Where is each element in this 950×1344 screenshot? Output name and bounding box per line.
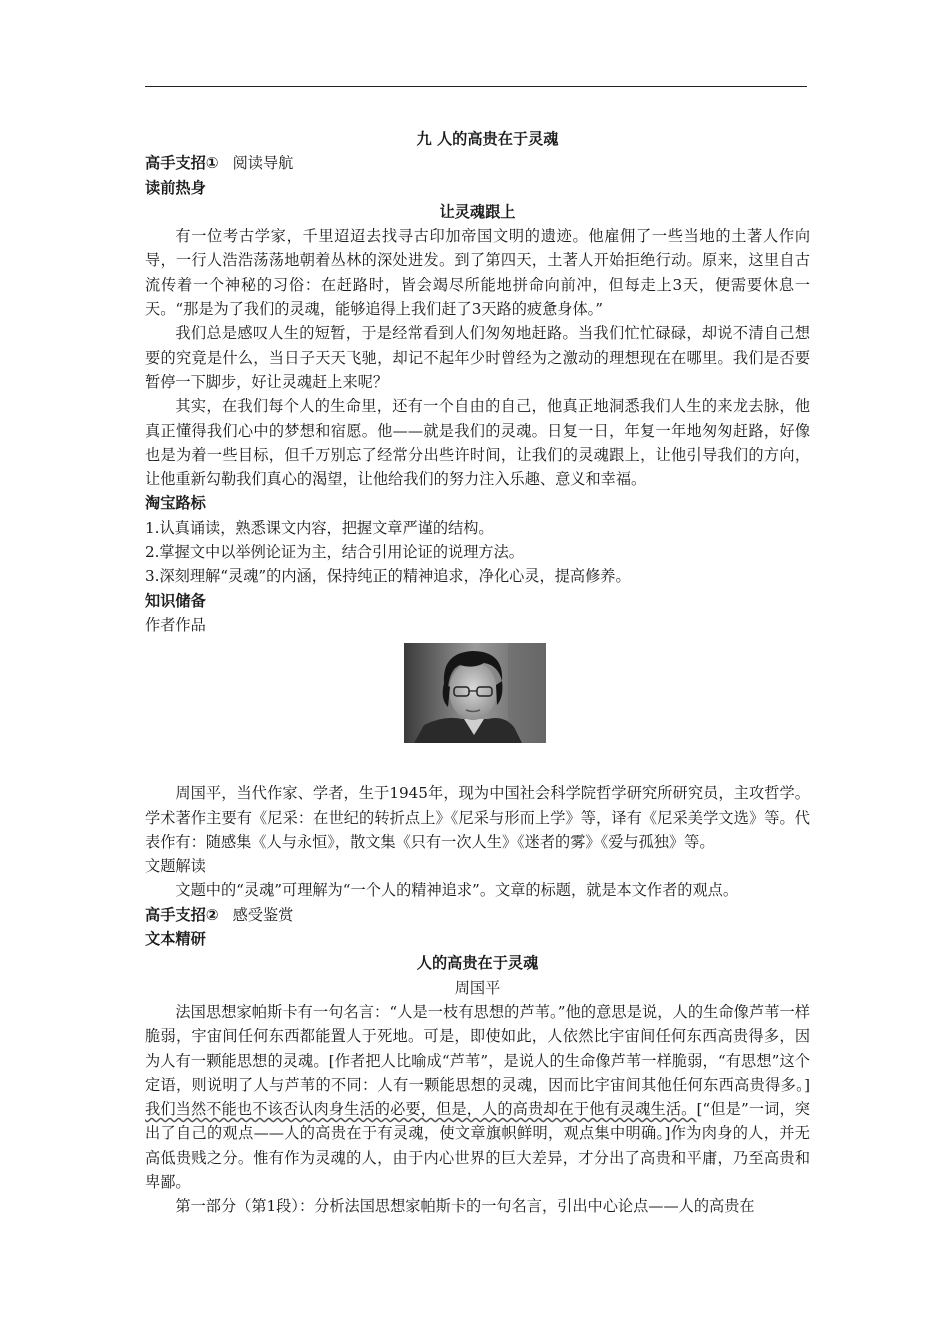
warmup-heading: 读前热身 — [145, 178, 206, 197]
goal-item: 2.掌握文中以举例论证为主，结合引用论证的说理方法。 — [145, 543, 524, 562]
author-works-label: 作者作品 — [145, 615, 206, 634]
document-page — [145, 127, 810, 1219]
underlined-sentence: 我们当然不能也不该否认肉身生活的必要，但是，人的高贵却在于他有灵魂生活。 — [145, 1100, 697, 1119]
story-title: 让灵魂跟上 — [439, 202, 516, 221]
author-photo — [404, 643, 546, 743]
text-paragraph: 第一部分（第1段）：分析法国思想家帕斯卡的一句名言，引出中心论点——人的高贵在 — [175, 1197, 755, 1216]
knowledge-heading: 知识储备 — [145, 591, 206, 610]
story-paragraph: 有一位考古学家，千里迢迢去找寻古印加帝国文明的遗迹。他雇佣了一些当地的土著人作向导，一行人浩浩荡荡地朝着丛林的深处进发。到了第四天，土著人开始拒绝行动。原来，这里自古流传着一个神秘的习俗：在赶路时，皆会竭尽所能地拼命向前冲，但每走上3天，便需要休息一天。“那是为了我们的灵魂，能够追得上我们赶了3天路的疲惫身体。” — [145, 227, 810, 319]
goals-heading: 淘宝路标 — [145, 494, 206, 513]
section-label: 高手支招① — [145, 154, 219, 173]
section-subtitle: 阅读导航 — [232, 154, 294, 173]
lesson-title: 九 人的高贵在于灵魂 — [416, 130, 559, 148]
text-title: 人的高贵在于灵魂 — [416, 954, 539, 973]
title-interpretation: 文题中的“灵魂”可理解为“一个人的精神追求”。文章的标题，就是本文作者的观点。 — [175, 881, 739, 900]
text-paragraph — [145, 1000, 810, 1194]
section-heading-1 — [145, 151, 810, 175]
author-bio: 周国平，当代作家、学者，生于1945年，现为中国社会科学院哲学研究所研究员，主攻哲学。学术著作主要有《尼采：在世纪的转折点上》《尼采与形而上学》等，译有《尼采美学文选》等。代表作有：随感集《人与永恒》，散文集《只有一次人生》《迷者的雾》《爱与孤独》等。 — [145, 784, 810, 851]
study-heading: 文本精研 — [145, 930, 206, 949]
goal-item: 3.深刻理解“灵魂”的内涵，保持纯正的精神追求，净化心灵，提高修养。 — [145, 567, 631, 586]
title-interpretation-label: 文题解读 — [145, 857, 206, 876]
text-author: 周国平 — [454, 978, 501, 997]
author-photo-area — [145, 643, 810, 765]
section-subtitle: 感受鉴赏 — [232, 905, 294, 924]
story-paragraph: 我们总是感叹人生的短暂，于是经常看到人们匆匆地赶路。当我们忙忙碌碌，却说不清自己想要的究竟是什么，当日子天天飞驰，却记不起年少时曾经为之激动的理想现在在哪里。我们是否要暂停一下脚步，好让灵魂赶上来呢？ — [145, 324, 810, 391]
goal-item: 1.认真诵读，熟悉课文内容，把握文章严谨的结构。 — [145, 518, 494, 537]
paragraph-text: [“但是”一词，突出了自己的观点——人的高贵在于有灵魂，使文章旗帜鲜明，观点集中明确。]作为肉身的人，并无高低贵贱之分。惟有作为灵魂的人，由于内心世界的巨大差异，才分出了高贵和平庸，乃至高贵和卑鄙。 — [145, 1100, 810, 1191]
section-heading-2 — [145, 903, 810, 927]
story-paragraph: 其实，在我们每个人的生命里，还有一个自由的自己，他真正地洞悉我们人生的来龙去脉，他真正懂得我们心中的梦想和宿愿。他——就是我们的灵魂。日复一日，年复一年地匆匆赶路，好像也是为着一些目标，但千万别忘了经常分出些许时间，让我们的灵魂跟上，让他引导我们的方向，让他重新勾勒我们真心的渴望，让他给我们的努力注入乐趣、意义和幸福。 — [145, 397, 810, 489]
section-label: 高手支招② — [145, 905, 219, 924]
header-rule — [145, 86, 807, 87]
paragraph-text: 法国思想家帕斯卡有一句名言：“人是一枝有思想的芦苇。”他的意思是说，人的生命像芦苇一样脆弱，宇宙间任何东西都能置人于死地。可是，即使如此，人依然比宇宙间任何东西高贵得多，因为人有一颗能思想的灵魂。[作者把人比喻成“芦苇”，是说人的生命像芦苇一样脆弱，“有思想”这个定语，则说明了人与芦苇的不同：人有一颗能思想的灵魂，因而比宇宙间其他任何东西高贵得多。] — [145, 1002, 810, 1094]
